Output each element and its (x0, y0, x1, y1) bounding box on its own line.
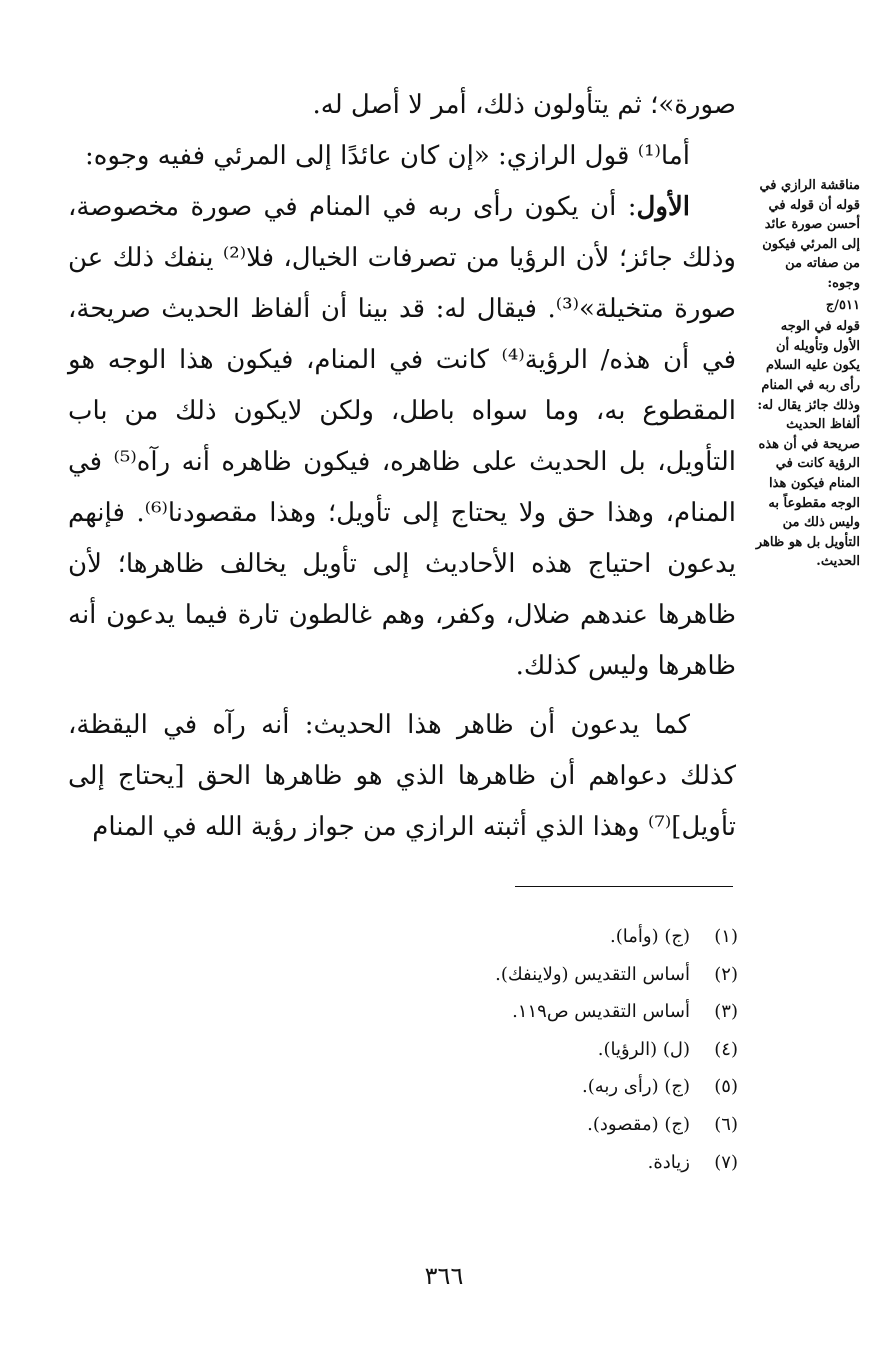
footnote-separator (515, 886, 733, 887)
main-paragraph-2 (68, 131, 736, 182)
footnote-text: (ل) (الرؤيا). (597, 1038, 690, 1060)
footnote-item (178, 956, 738, 994)
margin-note (752, 176, 860, 572)
page-number: ٣٦٦ (424, 1262, 464, 1290)
footnote-text: زيادة. (647, 1151, 690, 1173)
footnote-text: أساس التقديس ص١١٩. (512, 1001, 690, 1023)
footnote-item (178, 918, 738, 956)
footnotes-list (178, 918, 738, 1181)
footnote-number: (٢) (714, 963, 738, 985)
margin-note-body: قوله في الوجه الأول وتأويله أن يكون عليه السلام رأى ربه في المنام وذلك جائز يقال له: ألفاظ الحديث صريحة في أن هذه الرؤية كانت في المنام فيكون هذا الوجه مقطوعاً به وليس ذلك من التأويل بل هو ظاهر الحديث. (755, 319, 860, 570)
main-paragraph-2-text: أما⁽¹⁾ قول الرازي: «إن كان عائدًا إلى المرئي ففيه وجوه: (84, 141, 690, 171)
footnote-item (178, 1144, 738, 1182)
footnote-text: (ج) (مقصود). (587, 1113, 690, 1135)
footnote-number: (١) (714, 926, 738, 947)
main-text-block (68, 80, 736, 853)
margin-note-ref: ٥١١/ج (825, 297, 860, 313)
footnote-number: (٦) (714, 1113, 738, 1135)
main-paragraph-1: صورة»؛ ثم يتأولون ذلك، أمر لا أصل له. (312, 90, 736, 120)
main-paragraph-3-text: : أن يكون رأى ربه في المنام في صورة مخصوصة، وذلك جائز؛ لأن الرؤيا من تصرفات الخيال، فلا⁽²⁾ ينفك ذلك عن صورة متخيلة»⁽³⁾. فيقال له: قد بينا أن ألفاظ الحديث صريحة، في أن هذه/ الرؤية⁽⁴⁾ كانت في المنام، فيكون هذا الوجه هو المقطوع به، وما سواه باطل، ولكن لايكون ذلك من باب التأويل، بل الحديث على ظاهره، فيكون ظاهره أنه رآه⁽⁵⁾ في المنام، وهذا حق ولا يحتاج إلى تأويل؛ وهذا مقصودنا⁽⁶⁾. فإنهم يدعون احتياج هذه الأحاديث إلى تأويل يخالف ظاهرها؛ لأن ظاهرها عندهم ضلال، وكفر، وهم غالطون تارة فيما يدعون أنه ظاهرها وليس كذلك. (68, 192, 737, 681)
main-paragraph-4 (68, 700, 736, 853)
footnote-text: أساس التقديس (ولاينفك). (495, 963, 690, 985)
footnote-text: (ج) (وأما). (610, 926, 690, 947)
footnote-number: (٣) (714, 1001, 738, 1023)
main-paragraph-3 (68, 182, 736, 692)
footnote-item (178, 1031, 738, 1069)
footnote-number: (٤) (714, 1038, 738, 1060)
footnote-item (178, 1106, 738, 1144)
footnote-item (178, 993, 738, 1031)
footnote-number: (٧) (714, 1151, 738, 1173)
footnote-text: (ج) (رأى ربه). (581, 1076, 690, 1098)
main-paragraph-4-text: كما يدعون أن ظاهر هذا الحديث: أنه رآه في اليقظة، كذلك دعواهم أن ظاهرها الذي هو ظاهرها الحق [يحتاج إلى تأويل]⁽⁷⁾ وهذا الذي أثبته الرازي من جواز رؤية الله في المنام (68, 710, 736, 842)
footnote-number: (٥) (714, 1076, 738, 1098)
margin-note-heading: مناقشة الرازي في قوله أن قوله في أحسن صورة عائد إلى المرئي فيكون من صفاته من وجوه: (759, 178, 860, 291)
main-paragraph-3-lead: الأول (636, 192, 690, 222)
footnote-item (178, 1068, 738, 1106)
